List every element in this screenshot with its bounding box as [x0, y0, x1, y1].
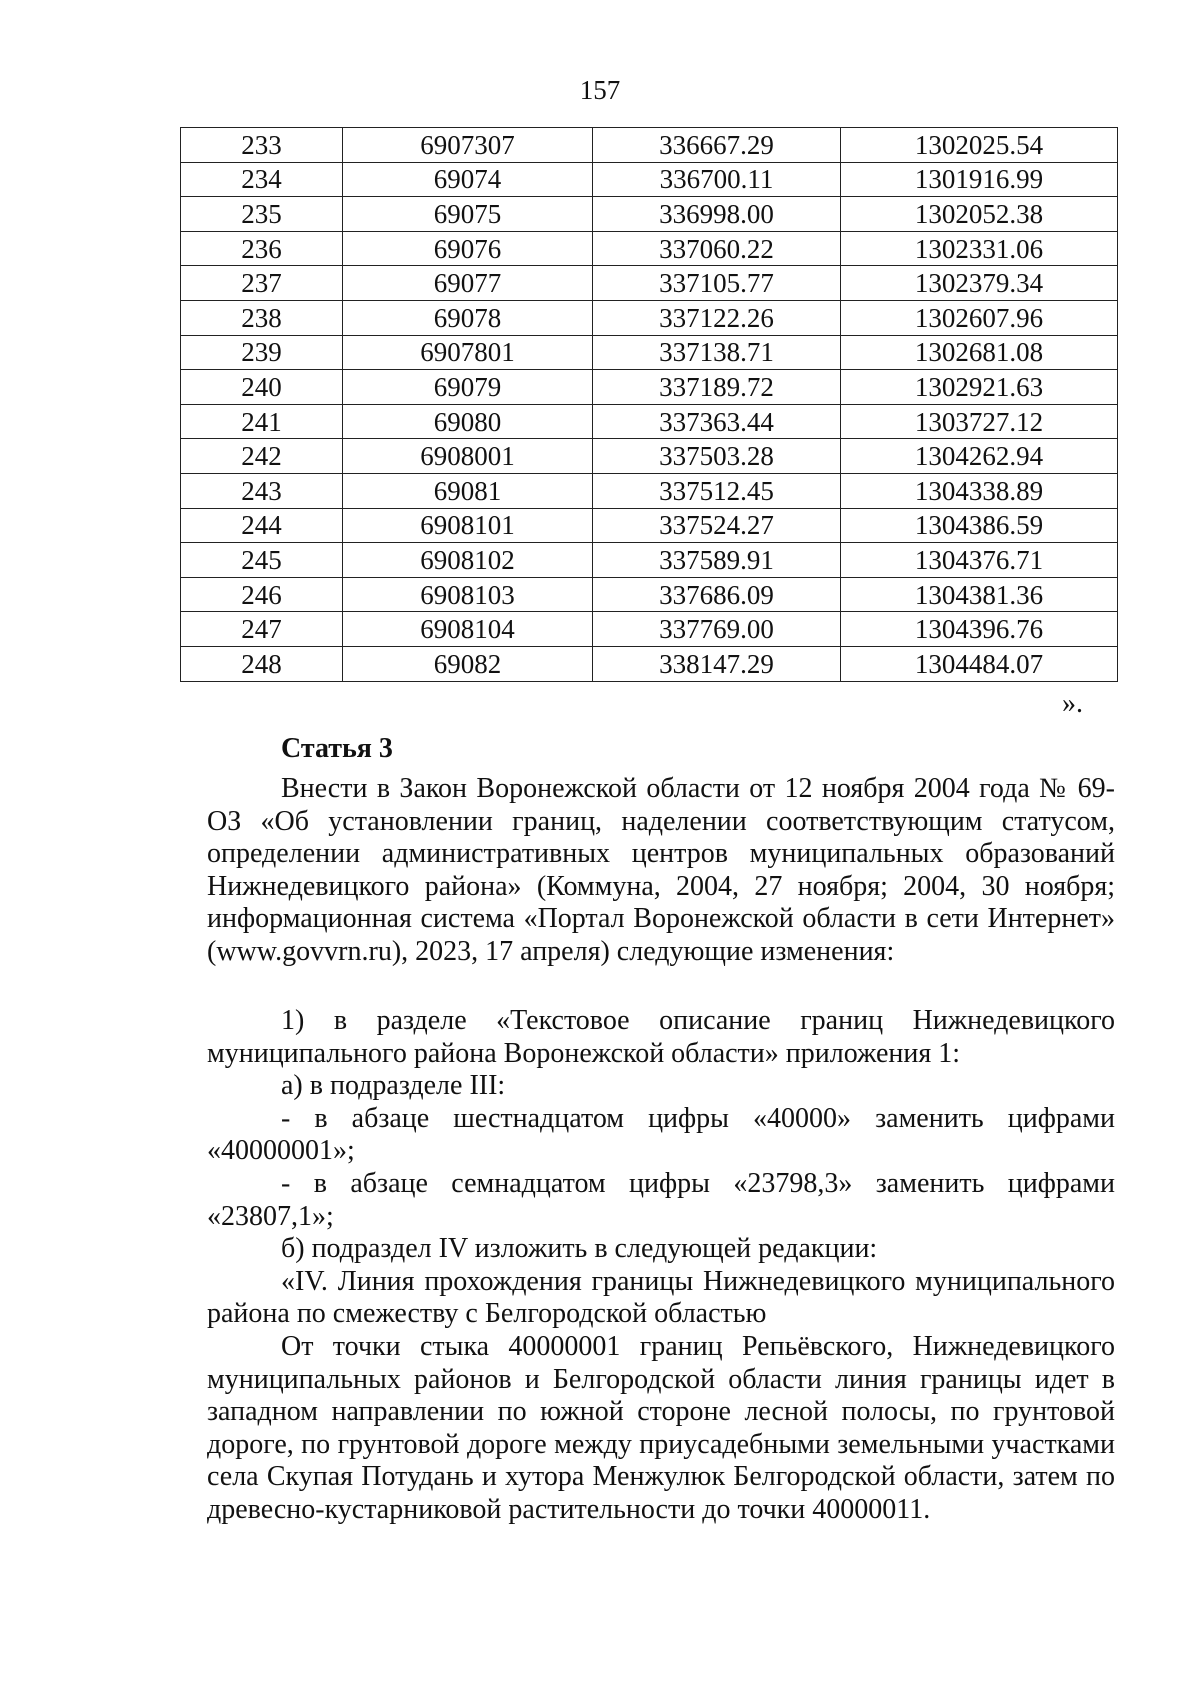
table-cell: 69074 [343, 162, 593, 197]
table-cell: 337512.45 [593, 473, 841, 508]
table-cell: 6908102 [343, 543, 593, 578]
table-cell: 6907801 [343, 335, 593, 370]
table-row [181, 335, 1118, 370]
table-cell: 1302607.96 [841, 300, 1118, 335]
table-cell: 243 [181, 473, 343, 508]
table-cell: 248 [181, 646, 343, 681]
table-cell: 241 [181, 404, 343, 439]
table-cell: 234 [181, 162, 343, 197]
table-row [181, 508, 1118, 543]
table-row [181, 370, 1118, 405]
table-cell: 69077 [343, 266, 593, 301]
table-cell: 238 [181, 300, 343, 335]
table-cell: 1302379.34 [841, 266, 1118, 301]
table-row [181, 577, 1118, 612]
table-cell: 1303727.12 [841, 404, 1118, 439]
table-cell: 1304484.07 [841, 646, 1118, 681]
table-cell: 1302681.08 [841, 335, 1118, 370]
coordinates-table [180, 127, 1118, 682]
table-cell: 69079 [343, 370, 593, 405]
table-cell: 6908103 [343, 577, 593, 612]
table-row [181, 162, 1118, 197]
table-cell: 336667.29 [593, 128, 841, 163]
table-cell: 235 [181, 197, 343, 232]
table-cell: 6908104 [343, 612, 593, 647]
table-cell: 247 [181, 612, 343, 647]
table-cell: 244 [181, 508, 343, 543]
table-cell: 337105.77 [593, 266, 841, 301]
table-cell: 1304396.76 [841, 612, 1118, 647]
table-cell: 337363.44 [593, 404, 841, 439]
table-cell: 246 [181, 577, 343, 612]
intro-paragraph: Внести в Закон Воронежской области от 12 ноября 2004 года № 69-ОЗ «Об установлении границ, наделении соответствующим статусом, определении административных центров муниципальных образований Нижнедевицкого района» (Коммуна, 2004, 27 ноября; 2004, 30 ноября; информационная система «Портал Воронежской области в сети Интернет» (www.govvrn.ru), 2023, 17 апреля) следующие изменения: [207, 773, 1115, 967]
table-row [181, 473, 1118, 508]
page-number: 157 [579, 75, 621, 105]
coordinates-table-body [181, 128, 1118, 682]
table-cell: 1304262.94 [841, 439, 1118, 474]
table-cell: 337503.28 [593, 439, 841, 474]
table-row [181, 646, 1118, 681]
table-cell: 1301916.99 [841, 162, 1118, 197]
table-cell: 336700.11 [593, 162, 841, 197]
amendment-item-a: а) в подразделе III: [281, 1070, 506, 1102]
table-cell: 69078 [343, 300, 593, 335]
table-row [181, 612, 1118, 647]
table-cell: 337138.71 [593, 335, 841, 370]
table-cell: 233 [181, 128, 343, 163]
section-iv-title: «IV. Линия прохождения границы Нижнедевицкого муниципального района по смежеству с Белгородской областью [207, 1265, 1115, 1330]
table-cell: 337122.26 [593, 300, 841, 335]
table-cell: 6908001 [343, 439, 593, 474]
closing-quote: ». [1062, 688, 1083, 719]
table-cell: 1304381.36 [841, 577, 1118, 612]
table-row [181, 404, 1118, 439]
table-row [181, 128, 1118, 163]
table-row [181, 231, 1118, 266]
table-cell: 336998.00 [593, 197, 841, 232]
table-cell: 69082 [343, 646, 593, 681]
table-cell: 337189.72 [593, 370, 841, 405]
table-row [181, 266, 1118, 301]
amendment-item-b: б) подраздел IV изложить в следующей редакции: [281, 1233, 878, 1265]
intro-paragraph-block [207, 773, 1115, 969]
table-cell: 1302921.63 [841, 370, 1118, 405]
table-cell: 1302052.38 [841, 197, 1118, 232]
table-cell: 236 [181, 231, 343, 266]
table-cell: 1304338.89 [841, 473, 1118, 508]
amendment-dash-2: - в абзаце семнадцатом цифры «23798,3» заменить цифрами «23807,1»; [207, 1167, 1115, 1232]
table-row [181, 439, 1118, 474]
amendment-dash-1: - в абзаце шестнадцатом цифры «40000» заменить цифрами «40000001»; [207, 1102, 1115, 1167]
table-cell: 1302331.06 [841, 231, 1118, 266]
table-cell: 337524.27 [593, 508, 841, 543]
table-cell: 239 [181, 335, 343, 370]
table-cell: 69080 [343, 404, 593, 439]
table-cell: 338147.29 [593, 646, 841, 681]
table-cell: 69075 [343, 197, 593, 232]
table-cell: 245 [181, 543, 343, 578]
table-cell: 337589.91 [593, 543, 841, 578]
amendments-block [207, 1005, 1115, 1527]
table-cell: 6907307 [343, 128, 593, 163]
table-cell: 337060.22 [593, 231, 841, 266]
table-cell: 1304376.71 [841, 543, 1118, 578]
table-row [181, 543, 1118, 578]
table-cell: 237 [181, 266, 343, 301]
amendment-item-1: 1) в разделе «Текстовое описание границ Нижнедевицкого муниципального района Воронежской области» приложения 1: [207, 1005, 1115, 1069]
table-cell: 242 [181, 439, 343, 474]
table-cell: 1302025.54 [841, 128, 1118, 163]
table-cell: 240 [181, 370, 343, 405]
table-cell: 69081 [343, 473, 593, 508]
table-cell: 337686.09 [593, 577, 841, 612]
table-cell: 6908101 [343, 508, 593, 543]
table-row [181, 300, 1118, 335]
table-row [181, 197, 1118, 232]
table-cell: 337769.00 [593, 612, 841, 647]
article-heading: Статья 3 [281, 733, 393, 764]
table-cell: 1304386.59 [841, 508, 1118, 543]
section-iv-description: От точки стыка 40000001 границ Репьёвского, Нижнедевицкого муниципальных районов и Белгородской области линия границы идет в западном направлении по южной стороне лесной полосы, по грунтовой дороге, по грунтовой дороге между приусадебными земельными участками села Скупая Потудань и хутора Менжулюк Белгородской области, затем по древесно-кустарниковой растительности до точки 40000011. [207, 1330, 1115, 1525]
table-cell: 69076 [343, 231, 593, 266]
